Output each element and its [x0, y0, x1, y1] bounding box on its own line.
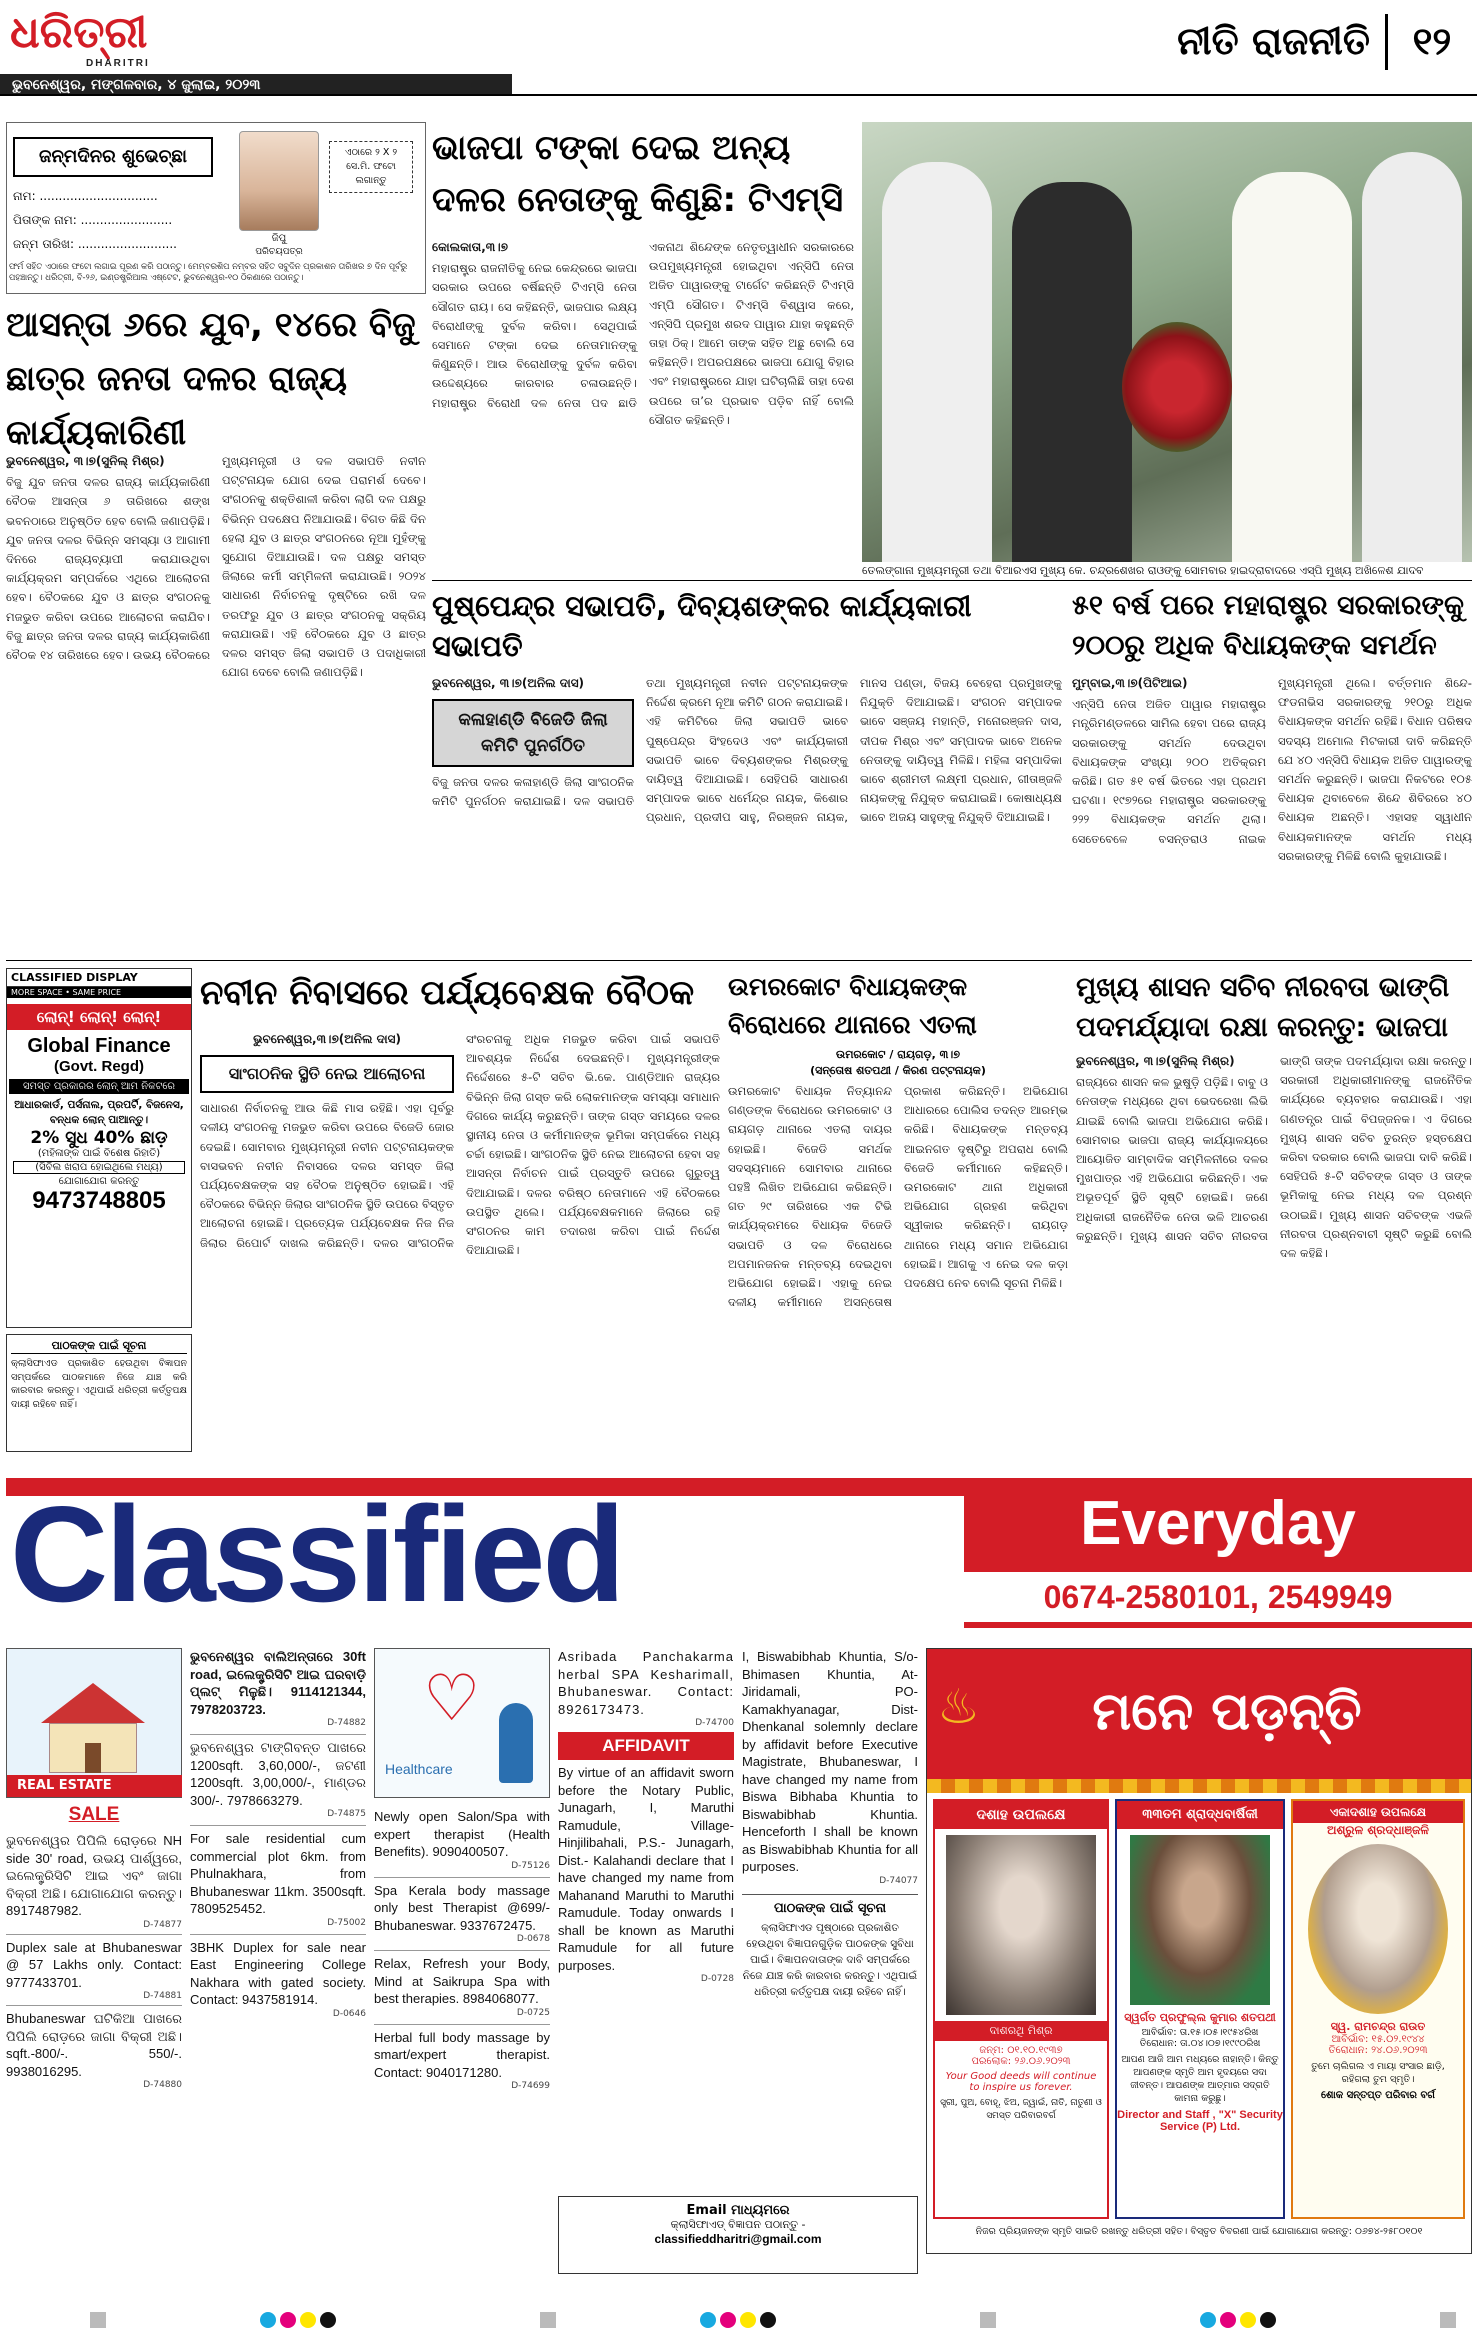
ad-c2-4: 3BHK Duplex for sale near East Engineering College Nakhara with gated society. Contact: 9437581914. [190, 1934, 366, 2009]
reg-mark-gray [90, 2312, 106, 2328]
reg-mark-gray-3 [980, 2312, 996, 2328]
loan-line-3: (ମହିଳାଙ୍କ ପାଇଁ ବିଶେଷ ରିହାତି) [37, 1148, 161, 1159]
healthcare-label: Healthcare [385, 1761, 453, 1777]
email-sub: କ୍ଲାସିଫାଏଡ୍ ବିଜ୍ଞାପନ ପଠାନ୍ତୁ - [670, 2218, 806, 2231]
memorial-title: ମନେ ପଡ଼ନ୍ତି [1092, 1682, 1362, 1742]
section-divider [1385, 14, 1388, 70]
naveen-body [200, 1030, 720, 1448]
bjp-headline: ମୁଖ୍ୟ ଶାସନ ସଚିବ ନୀରବତା ଭାଙ୍ଗି ପଦମର୍ଯ୍ୟାଦା ରକ୍ଷା କରନ୍ତୁ: ଭାଜପା [1076, 972, 1450, 1043]
memorial-footer: ନିଜର ପ୍ରିୟଜନଙ୍କ ସ୍ମୃତି ସାଇତି ରଖନ୍ତୁ ଧରିତ୍ରୀ ସହିତ। ବିସ୍ତୃତ ବିବରଣୀ ପାଇଁ ଯୋଗାଯୋଗ କରନ୍ତୁ: ୦୬୭୪-୨୫୮୦୧୦୧ [975, 2226, 1423, 2237]
ads-col-5 [742, 1648, 918, 2288]
news-photo [862, 122, 1472, 562]
card-1-dates: ଜନ୍ମ: ୦୧.୧୦.୧୯୩୭ ପରଲୋକ: ୨୬.୦୬.୨୦୨୩ [971, 2045, 1071, 2067]
maharashtra-byline: ମୁମ୍ବାଇ,୩।୭(ପିଟିଆଇ) [1072, 676, 1188, 690]
card-2-text: ଆପଣ ଆଜି ଆମ ମଧ୍ୟରେ ନାହାନ୍ତି। କିନ୍ତୁ ଆପଣଙ୍କ ସ୍ମୃତି ଆମ ହୃଦୟରେ ସଦା ଜୀବନ୍ତ। ଆପଣଙ୍କ ଆତ୍ମାର ସଦ୍ଗତି କାମନା କରୁଛୁ। [1121, 2054, 1279, 2104]
loan-line-2: ଆଧାରକାର୍ଡ, ପର୍ସନାଲ, ପ୍ରପର୍ଟି, ବିଜନେସ, ବନ୍ଧକ ଲୋନ୍ ପାଆନ୍ତୁ। [14, 1099, 184, 1126]
photo-figure-2 [1012, 182, 1132, 562]
everyday-panel [964, 1478, 1472, 1628]
logo-subtext: DHARITRI [86, 58, 150, 69]
photo-figure-1 [882, 162, 992, 562]
ad-c1-1-code: D-74877 [143, 1919, 182, 1930]
ad-c3-4-code: D-74699 [511, 2081, 550, 2091]
maharashtra-story [1072, 586, 1472, 956]
loan-rate: 2% ସୁଧ 40% ଛାଡ଼ [30, 1128, 168, 1148]
card-3-sub: ଅଶ୍ରୁଳ ଶ୍ରଦ୍ଧାଞ୍ଜଳି [1327, 1823, 1429, 1837]
loan-phone: 9473748805 [32, 1187, 166, 1214]
memorial-card-1 [933, 1799, 1109, 2219]
ads-col-4 [558, 1648, 734, 2288]
reg-mark-black-3 [1260, 2312, 1276, 2328]
birthday-field-2: ପିତାଙ୍କ ନାମ: ........................ [13, 213, 173, 227]
umerkote-body-text: ଉମରକୋଟ ବିଧାୟକ ନିତ୍ୟାନନ୍ଦ ଗଣ୍ଡଙ୍କ ବିରୋଧରେ ଉମରକୋଟ ଓ ରାୟଗଡ଼ ଥାନାରେ ଏତଲା ଦାୟର ହୋଇଛି। ବିଜେଡି ସମର୍ଥକ ସଦସ୍ୟମାନେ ସୋମବାର ଥାନାରେ ପହଞ୍ଚି ଲିଖିତ ଅଭିଯୋଗ କରିଛନ୍ତି। ଗତ ୨୯ ତାରିଖରେ ଏକ ଟିଭି କାର୍ଯ୍ୟକ୍ରମରେ ବିଧାୟକ ବିଜେଡି ସଭାପତି ଓ ଦଳ ବିରୋଧରେ ଅପମାନଜନକ ମନ୍ତବ୍ୟ ଦେଇଥିବା ଅଭିଯୋଗ ହୋଇଛି। ଏହାକୁ ନେଇ ଦଳୀୟ କର୍ମୀମାନେ ଅସନ୍ତୋଷ ପ୍ରକାଶ କରିଛନ୍ତି। ଅଭିଯୋଗ ଆଧାରରେ ପୋଲିସ ତଦନ୍ତ ଆରମ୍ଭ କରିଛି। ବିଧାୟକଙ୍କ ମନ୍ତବ୍ୟ ଆଇନଗତ ଦୃଷ୍ଟିରୁ ଅପରାଧ ବୋଲି ବିଜେଡି କର୍ମୀମାନେ କହିଛନ୍ତି। ଉମରକୋଟ ଥାନା ଅଧିକାରୀ ଅଭିଯୋଗ ଗ୍ରହଣ କରିଥିବା ସ୍ୱୀକାର କରିଛନ୍ତି। ରାୟଗଡ଼ ଥାନାରେ ମଧ୍ୟ ସମାନ ଅଭିଯୋଗ ହୋଇଛି। ଆଗକୁ ଏ ନେଇ ଦଳ କଡ଼ା ପଦକ୍ଷେପ ନେବ ବୋଲି ସୂଚନା ମିଳିଛି। [728, 1084, 1068, 1310]
house-roof-icon [41, 1683, 145, 1723]
maharashtra-body [1072, 674, 1472, 954]
bjp-body [1076, 1052, 1472, 1448]
ad-c3-1-code: D-75126 [511, 1860, 550, 1871]
masthead-rule [0, 94, 1477, 96]
card-2-sign: Director and Staff , "X" Security Service (P) Ltd. [1117, 2109, 1283, 2133]
ad-c3-2-code: D-0678 [516, 1934, 550, 1944]
ad-c2-3-code: D-75002 [327, 1917, 366, 1928]
card-1-quote: Your Good deeds will continue to inspire us forever. [945, 2071, 1097, 2093]
photo-bouquet [1122, 322, 1232, 452]
birthday-note: ଫର୍ମ ସହିତ ଏଠାରେ ଫଟୋ ଲଗାଇ ପୂରଣ କରି ପଠାନ୍ତୁ। ମେମ୍ବରଶିପ ନମ୍ବର ସହିତ ସବୁଦିନ ପ୍ରକାଶନ ତାରିଖର ୭ ଦିନ ପୂର୍ବରୁ ପହଞ୍ଚାନ୍ତୁ। ଧରିତ୍ରୀ, ବି-୨୬, ଇଣ୍ଡଷ୍ଟ୍ରିଆଲ ଏଷ୍ଟେଟ, ଭୁବନେଶ୍ୱର-୧୦ ଠିକଣାରେ ପଠାନ୍ତୁ। [9, 261, 408, 282]
kalahandi-box: କଳାହାଣ୍ଡି ବିଜେଡି ଜିଲା କମିଟି ପୁନର୍ଗଠିତ [432, 699, 634, 767]
reg-mark-yellow-3 [1240, 2312, 1256, 2328]
card-3-name: ସ୍ୱ. ରାମଚନ୍ଦ୍ର ରାଉତ [1330, 2020, 1426, 2033]
bjd-byline: ଭୁବନେଶ୍ୱର, ୩।୭(ସୁନିଲ୍ ମିଶ୍ର) [6, 454, 165, 468]
ad-c4-1: Asribada Panchakarma herbal SPA Kesharimall, Bhubaneswar. Contact: 8926173473. [558, 1649, 734, 1717]
affidavit-2: I, Biswabibhab Khuntia, S/o- Bhimasen Khuntia, At- Jiridamali, PO- Kamakhyanagar, Dist- Dhenkanal solemnly declare by affidavit before Executive Magistrate, Bhubaneswar, I have changed my name from Biswa Bibhaba Khuntia to Biswabibhab Khuntia. Henceforth I shall be known as Biswabibhab Khuntia for all purposes. [742, 1649, 918, 1874]
ad-c2-2-code: D-74875 [327, 1809, 366, 1819]
card-1-family: ସ୍ତ୍ରୀ, ପୁଅ, ବୋହୂ, ଝିଅ, ଜ୍ୱାଇଁ, ନାତି, ନାତୁଣୀ ଓ ସମସ୍ତ ପରିବାରବର୍ଗ [940, 2098, 1102, 2121]
ads-notice-title: ପାଠକଙ୍କ ପାଇଁ ସୂଚନା [773, 1900, 887, 1916]
loan-line-1: ସମସ୍ତ ପ୍ରକାରର ଲୋନ୍ ଆମ ନିକଟରେ [9, 1079, 189, 1094]
logo [10, 6, 200, 76]
ad-c2-4-code: D-0646 [332, 2008, 366, 2019]
lamp-icon: ♨ [937, 1679, 981, 1735]
ad-c4-1-code: D-74700 [695, 1718, 734, 1728]
email-label: Email ମାଧ୍ୟମରେ [686, 2203, 790, 2218]
ad-c3-4: Herbal full body massage by smart/expert therapist. Contact: 9040171280. [374, 2024, 550, 2082]
card-2-dates: ଆବିର୍ଭାବ: ତା.୧୫।୦୫।୧୯୫୪ରିଖ ତିରୋଧାନ: ତା.୦୪।୦୭।୧୯୯୦ରିଖ [1139, 2027, 1261, 2049]
kalahandi-body-text: ବିଜୁ ଜନତା ଦଳର କଳାହାଣ୍ଡି ଜିଲା ସାଂଗଠନିକ କମିଟି ପୁନର୍ଗଠନ କରାଯାଇଛି। ଦଳ ସଭାପତି ତଥା ମୁଖ୍ୟମନ୍ତ୍ରୀ ନବୀନ ପଟ୍ଟନାୟକଙ୍କ ନିର୍ଦ୍ଦେଶ କ୍ରମେ ନୂଆ କମିଟି ଗଠନ କରାଯାଇଛି। ଏହି କମିଟିରେ ଜିଲା ସଭାପତି ଭାବେ ପୁଷ୍ପେନ୍ଦ୍ର ସିଂହଦେଓ ଏବଂ କାର୍ଯ୍ୟକାରୀ ସଭାପତି ଭାବେ ଦିବ୍ୟଶଙ୍କର ମିଶ୍ରଙ୍କୁ ଦାୟିତ୍ୱ ଦିଆଯାଇଛି। ସେହିପରି ସାଧାରଣ ସମ୍ପାଦକ ଭାବେ ଧର୍ମେନ୍ଦ୍ର ନାୟକ, କିଶୋର ପ୍ରଧାନ, ପ୍ରଦୀପ ସାହୁ, ନିରଞ୍ଜନ ନାୟକ, ମାନସ ପଣ୍ଡା, ବିଜୟ ବେହେରା ପ୍ରମୁଖଙ୍କୁ ନିଯୁକ୍ତି ଦିଆଯାଇଛି। ସଂଗଠନ ସମ୍ପାଦକ ଭାବେ ସଞ୍ଜୟ ମହାନ୍ତି, ମନୋରଞ୍ଜନ ଦାସ, ଦୀପକ ମିଶ୍ର ଏବଂ ସମ୍ପାଦକ ଭାବେ ଅନେକ ନେତାଙ୍କୁ ଦାୟିତ୍ୱ ମିଳିଛି। ମହିଳା ସମ୍ପାଦିକା ଭାବେ ଶ୍ରୀମତୀ ଲକ୍ଷ୍ମୀ ପ୍ରଧାନ, ଗୀତାଞ୍ଜଳି ନାୟକଙ୍କୁ ନିଯୁକ୍ତ କରାଯାଇଛି। କୋଷାଧ୍ୟକ୍ଷ ଭାବେ ଅଜୟ ସାହୁଙ୍କୁ ନିଯୁକ୍ତି ଦିଆଯାଇଛି। [432, 676, 1062, 825]
maharashtra-body-text: ଏନ୍ସିପି ନେତା ଅଜିତ ପାୱାର ମହାରାଷ୍ଟ୍ର ମନ୍ତ୍ରିମଣ୍ଡଳରେ ସାମିଲ ହେବା ପରେ ରାଜ୍ୟ ସରକାରଙ୍କୁ ସମର୍ଥନ ଦେଉଥିବା ବିଧାୟକଙ୍କ ସଂଖ୍ୟା ୨୦୦ ଅତିକ୍ରମ କରିଛି। ଗତ ୫୧ ବର୍ଷ ଭିତରେ ଏହା ପ୍ରଥମ ଘଟଣା। ୧୯୭୨ରେ ମହାରାଷ୍ଟ୍ର ସରକାରଙ୍କୁ ୨୨୨ ବିଧାୟକଙ୍କ ସମର୍ଥନ ଥିଲା। ସେତେବେଳେ ବସନ୍ତରାଓ ନାଇକ ମୁଖ୍ୟମନ୍ତ୍ରୀ ଥିଲେ। ବର୍ତ୍ତମାନ ଶିନ୍ଦେ-ଫଡନାଭିସ ସରକାରଙ୍କୁ ୨୧୦ରୁ ଅଧିକ ବିଧାୟକଙ୍କ ସମର୍ଥନ ରହିଛି। ବିଧାନ ପରିଷଦ ସଦସ୍ୟ ଅମୋଲ ମିଟକାରୀ ଦାବି କରିଛନ୍ତି ଯେ ୪୦ ଏନ୍ସିପି ବିଧାୟକ ଅଜିତ ପାୱାରଙ୍କୁ ସମର୍ଥନ କରୁଛନ୍ତି। ଭାଜପା ନିକଟରେ ୧୦୫ ବିଧାୟକ ଥିବାବେଳେ ଶିନ୍ଦେ ଶିବିରରେ ୪୦ ବିଧାୟକ ଅଛନ୍ତି। ଏହାସହ ସ୍ୱାଧୀନ ବିଧାୟକମାନଙ୍କ ସମର୍ଥନ ମଧ୍ୟ ସରକାରଙ୍କୁ ମିଳିଛି ବୋଲି କୁହାଯାଉଛି। [1072, 676, 1472, 863]
naveen-story [200, 968, 720, 1454]
rule-h2 [6, 960, 1472, 961]
firm-sub: (Govt. Regd) [54, 1058, 144, 1075]
masthead [0, 0, 1477, 96]
ads-col-3 [374, 1648, 550, 2288]
affidavit-2-code: D-74077 [879, 1875, 918, 1886]
reg-mark-yellow-2 [740, 2312, 756, 2328]
dateline-bar [0, 74, 512, 96]
reg-mark-cyan [260, 2312, 276, 2328]
kalahandi-story [432, 586, 1062, 956]
classified-word: Classified [10, 1484, 623, 1624]
reg-mark-gray-2 [540, 2312, 556, 2328]
affidavit-1-code: D-0728 [700, 1974, 734, 1984]
ads-notice [742, 1894, 918, 2000]
umerkote-headline: ଉମରକୋଟ ବିଧାୟକଙ୍କ ବିରୋଧରେ ଥାନାରେ ଏତଲା [728, 972, 977, 1039]
ad-c1-2-code: D-74881 [143, 1991, 182, 2001]
naveen-box: ସାଂଗଠନିକ ସ୍ଥିତି ନେଇ ଆଲୋଚନା [200, 1055, 454, 1093]
memorial-banner [927, 1649, 1471, 1779]
firm-name: Global Finance [27, 1035, 171, 1057]
bjp-story [1076, 968, 1472, 1454]
ads-col-2 [190, 1648, 366, 2288]
doctor-icon [499, 1703, 533, 1783]
card-2-title: ୩୩ତମ ଶ୍ରାଦ୍ଧବାର୍ଷିକୀ [1117, 1801, 1283, 1829]
ad-c2-2: ଭୁବନେଶ୍ୱର ଟାଙ୍ଗିବନ୍ତ ପାଖରେ 1200sqft. 3,60,000/-, ଜଟଣୀ 1200sqft. 3,00,000/-, ମାଣ୍ଡର 300/-. 7978663279. [190, 1734, 366, 1809]
tmc-headline: ଭାଜପା ଟଙ୍କା ଦେଇ ଅନ୍ୟ ଦଳର ନେତାଙ୍କୁ କିଣୁଛି: ଟିଏମ୍ସି [432, 128, 844, 220]
card-2-photo [1130, 1835, 1270, 2005]
left-notice [6, 1334, 192, 1452]
umerkote-story [728, 968, 1068, 1454]
email-address[interactable]: classifieddharitri@gmail.com [654, 2232, 822, 2246]
loan-ad [6, 968, 192, 1328]
umerkote-sub-byline: (ସନ୍ତୋଷ ଶତପଥୀ / କିରଣ ପଟ୍ଟନାୟକ) [810, 1064, 986, 1077]
classified-phones: 0674-2580101, 2549949 [964, 1572, 1472, 1622]
healthcare-art [374, 1648, 550, 1798]
reg-mark-yellow [300, 2312, 316, 2328]
real-estate-label: REAL ESTATE [7, 1775, 182, 1797]
tmc-body [432, 238, 854, 574]
bjd-body [6, 452, 426, 952]
umerkote-byline: ଉମରକୋଟ / ରାୟଗଡ଼, ୩।୭ [836, 1048, 960, 1061]
ad-c2-1: ଭୁବନେଶ୍ୱର ବାଲିଅନ୍ତାରେ 30ft road, ଇଲେକ୍ଟ୍ରିସିଟି ଆଇ ଘରବାଡ଼ି ପ୍ଲଟ୍ ମିଳୁଛି। 9114121344, 7978203723. [190, 1649, 366, 1717]
contact-label: ଯୋଗାଯୋଗ କରନ୍ତୁ [58, 1176, 140, 1187]
ad-c1-1: ଭୁବନେଶ୍ୱର ପିପିଲି ରୋଡ଼ରେ NH side 30' road, ଉଭୟ ପାର୍ଶ୍ୱରେ, ଇଲେକ୍ଟ୍ରିସିଟି ଆଇ ଏବଂ ଜାଗା ବିକ୍ରୀ ଅଛି। ଯୋଗାଯୋଗ କରନ୍ତୁ। 8917487982. [6, 1833, 182, 1918]
ad-c2-1-code: D-74882 [327, 1718, 366, 1728]
child-photo [239, 131, 319, 231]
affidavit-1: By virtue of an affidavit sworn before the Notary Public, Junagarh, I, Maruthi Ramudule, Village- Hinjilibahali, P.S.- Junagarh, Dist.- Kalahandi declare that I have changed my name from Mahanand Maruthi to Maruthi Ramudule. Today onwards I shall be known as Maruthi Ramudule for all future purposes. [558, 1765, 734, 1973]
reg-mark-magenta-2 [720, 2312, 736, 2328]
memorial-section [926, 1648, 1472, 2254]
tmc-story [432, 122, 854, 574]
card-3-photo [1308, 1844, 1448, 2014]
naveen-headline: ନବୀନ ନିବାସରେ ପର୍ଯ୍ୟବେକ୍ଷକ ବୈଠକ [200, 973, 695, 1013]
left-notice-title: ପାଠକଙ୍କ ପାଇଁ ସୂଚନା [11, 1339, 187, 1354]
child-sub: ପରିଚୟପତ୍ର [255, 247, 303, 257]
bjd-headline: ଆସନ୍ତା ୬ରେ ଯୁବ, ୧୪ରେ ବିଜୁ ଛାତ୍ର ଜନତା ଦଳର ରାଜ୍ୟ କାର୍ଯ୍ୟକାରିଣୀ [6, 305, 416, 453]
classified-display-header: CLASSIFIED DISPLAY [7, 969, 191, 987]
heart-icon: ♡ [423, 1662, 481, 1736]
card-3-text: ତୁମେ ଚାଲିଗଲ ଏ ମାୟା ସଂସାର ଛାଡ଼ି, ରହିଗଲା ତୁମ ସ୍ମୃତି। [1311, 2061, 1445, 2085]
rule-h1 [432, 580, 1472, 581]
bjd-body-text: ବିଜୁ ଯୁବ ଜନତା ଦଳର ରାଜ୍ୟ କାର୍ଯ୍ୟକାରିଣୀ ବୈଠକ ଆସନ୍ତା ୬ ତାରିଖରେ ଶଙ୍ଖ ଭବନଠାରେ ଅନୁଷ୍ଠିତ ହେବ ବୋଲି ଜଣାପଡ଼ିଛି। ଯୁବ ଜନତା ଦଳର ବିଭିନ୍ନ ସମସ୍ୟା ଓ ଆଗାମୀ ଦିନରେ ରାଜ୍ୟବ୍ୟାପୀ କରାଯାଉଥିବା କାର୍ଯ୍ୟକ୍ରମ ସମ୍ପର୍କରେ ଏଥିରେ ଆଲୋଚନା ହେବ। ବୈଠକରେ ଯୁବ ଓ ଛାତ୍ର ସଂଗଠନକୁ ମଜଭୁତ କରିବା ଉପରେ ଆଲୋଚନା କରାଯିବ। ବିଜୁ ଛାତ୍ର ଜନତା ଦଳର ରାଜ୍ୟ କାର୍ଯ୍ୟକାରିଣୀ ବୈଠକ ୧୪ ତାରିଖରେ ହେବ। ଉଭୟ ବୈଠକରେ ମୁଖ୍ୟମନ୍ତ୍ରୀ ଓ ଦଳ ସଭାପତି ନବୀନ ପଟ୍ଟନାୟକ ଯୋଗ ଦେଇ ପରାମର୍ଶ ଦେବେ। ସଂଗଠନକୁ ଶକ୍ତିଶାଳୀ କରିବା ଲାଗି ଦଳ ପକ୍ଷରୁ ବିଭିନ୍ନ ପଦକ୍ଷେପ ନିଆଯାଉଛି। ବିଗତ କିଛି ଦିନ ହେଲା ଯୁବ ଓ ଛାତ୍ର ସଂଗଠନରେ ନୂଆ ମୁହଁଙ୍କୁ ସୁଯୋଗ ଦିଆଯାଉଛି। ଦଳ ପକ୍ଷରୁ ସମସ୍ତ ଜିଲାରେ କର୍ମୀ ସମ୍ମିଳନୀ କରାଯାଉଛି। ୨୦୨୪ ସାଧାରଣ ନିର୍ବାଚନକୁ ଦୃଷ୍ଟିରେ ରଖି ଦଳ ତରଫରୁ ଯୁବ ଓ ଛାତ୍ର ସଂଗଠନକୁ ସକ୍ରିୟ କରାଯାଉଛି। ଏହି ବୈଠକରେ ଯୁବ ଓ ଛାତ୍ର ଦଳର ସମସ୍ତ ଜିଲା ସଭାପତି ଓ ପଦାଧିକାରୀ ଯୋଗ ଦେବେ ବୋଲି ଜଣାପଡ଼ିଛି। [6, 454, 426, 680]
card-3-family: ଶୋକ ସନ୍ତପ୍ତ ପରିବାର ବର୍ଗ [1321, 2090, 1435, 2101]
reg-mark-magenta-3 [1220, 2312, 1236, 2328]
child-name: ଜିପୁ [271, 233, 287, 244]
loan-strip: ଲୋନ୍! ଲୋନ୍! ଲୋନ୍! [7, 1004, 191, 1030]
everyday-word: Everyday [1080, 1489, 1356, 1558]
email-box [558, 2196, 918, 2274]
page-number: ୧୨ [1412, 19, 1452, 63]
left-notice-text: କ୍ଲାସିଫାଏଡ ପ୍ରକାଶିତ ହେଉଥିବା ବିଜ୍ଞାପନ ସମ୍ପର୍କରେ ପାଠକମାନେ ନିଜେ ଯାଞ୍ଚ କରି କାରବାର କରନ୍ତୁ। ଏଥିପାଇଁ ଧରିତ୍ରୀ କର୍ତ୍ତୃପକ୍ଷ ଦାୟୀ ରହିବେ ନାହିଁ। [11, 1358, 187, 1410]
naveen-byline: ଭୁବନେଶ୍ୱର,୩।୭(ଅନିଲ ଦାସ) [253, 1032, 401, 1046]
kalahandi-body [432, 674, 1062, 954]
photo-size-note: ଏଠାରେ ୨ X ୨ ସେ.ମି. ଫଟୋ ଲଗାନ୍ତୁ [329, 141, 413, 193]
umerkote-body [728, 1082, 1068, 1442]
birthday-field-1: ନାମ: ............................... [13, 189, 158, 203]
birthday-form [6, 122, 426, 294]
door-icon [85, 1743, 101, 1773]
dateline: ଭୁବନେଶ୍ୱର, ମଙ୍ଗଳବାର, ୪ ଜୁଲାଇ, ୨୦୨୩ [12, 77, 261, 93]
reg-mark-magenta [280, 2312, 296, 2328]
real-estate-art [6, 1648, 182, 1798]
card-1-title: ଦଶାହ ଉପଲକ୍ଷେ [935, 1801, 1107, 1829]
card-1-photo [946, 1835, 1096, 2015]
marigold-strip [927, 1779, 1471, 1793]
reg-mark-black [320, 2312, 336, 2328]
birthday-title: ଜନ୍ମଦିନର ଶୁଭେଚ୍ଛା [13, 137, 213, 177]
kalahandi-byline: ଭୁବନେଶ୍ୱର, ୩।୭(ଅନିଲ ଦାସ) [432, 676, 585, 690]
tmc-byline: କୋଲକାତା,୩।୭ [432, 240, 508, 254]
ad-c1-3-code: D-74880 [143, 2080, 182, 2090]
ads-notice-text: କ୍ଲାସିଫାଏଡ ପୃଷ୍ଠାରେ ପ୍ରକାଶିତ ହେଉଥିବା ବିଜ୍ଞାପନଗୁଡ଼ିକ ପାଠକଙ୍କ ସୁବିଧା ପାଇଁ। ବିଜ୍ଞାପନଦାତାଙ୍କ ଦାବି ସମ୍ପର୍କରେ ନିଜେ ଯାଞ୍ଚ କରି କାରବାର କରନ୍ତୁ। ଏଥିପାଇଁ ଧରିତ୍ରୀ କର୍ତ୍ତୃପକ୍ଷ ଦାୟୀ ରହିବେ ନାହିଁ। [742, 1921, 918, 1998]
tmc-body-text: ମହାରାଷ୍ଟ୍ର ରାଜନୀତିକୁ ନେଇ କେନ୍ଦ୍ରରେ ଭାଜପା ସରକାର ଉପରେ ବର୍ଷିଛନ୍ତି ଟିଏମ୍ସି ନେତା ସୌଗତ ରାୟ। ସେ କହିଛନ୍ତି, ଭାଜପାର ଲକ୍ଷ୍ୟ ବିରୋଧୀଙ୍କୁ ଦୁର୍ବଳ କରିବା। ସେଥିପାଇଁ ସେମାନେ ଟଙ୍କା ଦେଇ ନେତାମାନଙ୍କୁ କିଣୁଛନ୍ତି। ଆଉ ବିରୋଧୀଙ୍କୁ ଦୁର୍ବଳ କରିବା ଉଦ୍ଦେଶ୍ୟରେ କାରବାର ଚଳାଉଛନ୍ତି। ମହାରାଷ୍ଟ୍ର ବିରୋଧୀ ଦଳ ନେତା ପଦ ଛାଡି ଏକନାଥ ଶିନ୍ଦେଙ୍କ ନେତୃତ୍ୱାଧୀନ ସରକାରରେ ଉପମୁଖ୍ୟମନ୍ତ୍ରୀ ହୋଇଥିବା ଏନ୍ସିପି ନେତା ଅଜିତ ପାୱାରଙ୍କୁ ଟାର୍ଗେଟ କରିଛନ୍ତି ଟିଏମ୍ସି ଏମ୍ପି ସୌଗତ। ଟିଏମ୍ସି ବିଶ୍ୱାସ କରେ, ଏନ୍ସିପି ପ୍ରମୁଖ ଶରଦ ପାୱାର ଯାହା କହୁଛନ୍ତି ତାହା ଠିକ୍। ଆମେ ତାଙ୍କ ସହିତ ଅଛୁ ବୋଲି ସେ କହିଛନ୍ତି। ଅପରପକ୍ଷରେ ଭାଜପା ଯୋଗୁ ବିହାର ଏବଂ ମହାରାଷ୍ଟ୍ରରେ ଯାହା ଘଟିଚାଲିଛି ତାହା ଦେଶ ଉପରେ ତା’ର ପ୍ରଭାବ ପଡ଼ିବ ନାହିଁ ବୋଲି ସୌଗତ କହିଛନ୍ତି। [432, 240, 854, 427]
ad-c3-3: Relax, Refresh your Body, Mind at Saikrupa Spa with best therapies. 8984068077. [374, 1950, 550, 2008]
reg-mark-cyan-2 [700, 2312, 716, 2328]
affidavit-label: AFFIDAVIT [558, 1732, 734, 1760]
ads-col-1 [6, 1648, 182, 2288]
loan-line-4: (ସିବିଲ ଖରାପ ହୋଇଥିଲେ ମଧ୍ୟ) [13, 1161, 185, 1174]
bjp-body-text: ରାଜ୍ୟରେ ଶାସନ କଳ ଭୁଷୁଡ଼ି ପଡ଼ିଛି। ବାବୁ ଓ ନେତାଙ୍କ ମଧ୍ୟରେ ଥିବା ଭେଦରେଖା ଲିଭି ଯାଇଛି ବୋଲି ଭାଜପା ଅଭିଯୋଗ କରିଛି। ସୋମବାର ଭାଜପା ରାଜ୍ୟ କାର୍ଯ୍ୟାଳୟରେ ଆୟୋଜିତ ସାମ୍ବାଦିକ ସମ୍ମିଳନୀରେ ଦଳର ମୁଖପାତ୍ର ଏହି ଅଭିଯୋଗ କରିଛନ୍ତି। ଏକ ଅଭୂତପୂର୍ବ ସ୍ଥିତି ସୃଷ୍ଟି ହୋଇଛି। ଜଣେ ଅଧିକାରୀ ରାଜନୈତିକ ନେତା ଭଳି ଆଚରଣ କରୁଛନ୍ତି। ମୁଖ୍ୟ ଶାସନ ସଚିବ ନୀରବତା ଭାଙ୍ଗି ତାଙ୍କ ପଦମର୍ଯ୍ୟାଦା ରକ୍ଷା କରନ୍ତୁ। ସରକାରୀ ଅଧିକାରୀମାନଙ୍କୁ ରାଜନୈତିକ କାର୍ଯ୍ୟରେ ବ୍ୟବହାର କରାଯାଉଛି। ଏହା ଗଣତନ୍ତ୍ର ପାଇଁ ବିପଜ୍ଜନକ। ଏ ଦିଗରେ ମୁଖ୍ୟ ଶାସନ ସଚିବ ତୁରନ୍ତ ହସ୍ତକ୍ଷେପ କରିବା ଦରକାର ବୋଲି ଭାଜପା ଦାବି କରିଛି। ସେହିପରି ୫-ଟି ସଚିବଙ୍କ ଗସ୍ତ ଓ ତାଙ୍କ ଭୂମିକାକୁ ନେଇ ମଧ୍ୟ ଦଳ ପ୍ରଶ୍ନ ଉଠାଇଛି। ମୁଖ୍ୟ ଶାସନ ସଚିବଙ୍କ ଏଭଳି ନୀରବତା ପ୍ରଶ୍ନବାଚୀ ସୃଷ୍ଟି କରୁଛି ବୋଲି ଦଳ କହିଛି। [1076, 1054, 1472, 1261]
reg-mark-cyan-3 [1200, 2312, 1216, 2328]
ad-c2-3: For sale residential cum commercial plot 6km. from Phulnakhara, from Bhubaneswar 11km. 3500sqft. 7809525452. [190, 1825, 366, 1918]
card-3-title: ଏକାଦଶାହ ଉପଲକ୍ଷେ [1293, 1801, 1463, 1823]
ad-c3-3-code: D-0725 [516, 2007, 550, 2018]
logo-text: ଧରିତ୍ରୀ [10, 7, 148, 58]
card-2-name: ସ୍ୱର୍ଗତ ପ୍ରଫୁଲ୍ଲ କୁମାର ଶତପଥୀ [1124, 2011, 1276, 2024]
card-3-dates: ଆବିର୍ଭାବ: ୧୫.୦୨.୧୯୪୪ ତିରୋଧାନ: ୨୪.୦୬.୨୦୨୩ [1328, 2034, 1428, 2056]
rate-label: MORE SPACE • SAME PRICE [7, 987, 191, 998]
reg-mark-black-2 [760, 2312, 776, 2328]
bjp-byline: ଭୁବନେଶ୍ୱର, ୩।୭(ସୁନିଲ୍ ମିଶ୍ର) [1076, 1054, 1235, 1068]
classified-banner [6, 1478, 1472, 1628]
ad-c3-1: Newly open Salon/Spa with expert therapist (Health Benefits). 9090400507. [374, 1809, 550, 1859]
registration-marks [0, 2300, 1477, 2339]
photo-caption: ତେଲଙ୍ଗାନା ମୁଖ୍ୟମନ୍ତ୍ରୀ ତଥା ବିଆରଏସ ମୁଖ୍ୟ କେ. ଚନ୍ଦ୍ରଶେଖର ରାଓଙ୍କୁ ସୋମବାର ହାଇଦ୍ରାବାଦରେ ଏସ୍ପି ମୁଖ୍ୟ ଅଖିଳେଶ ଯାଦବ [862, 562, 1472, 580]
memorial-card-2 [1115, 1799, 1285, 2219]
photo-figure-3 [1232, 172, 1352, 562]
ad-c3-2: Spa Kerala body massage only best Therapist @699/-Bhubaneswar. 9337672475. [374, 1877, 550, 1935]
memorial-card-3 [1291, 1799, 1465, 2219]
reg-mark-gray-4 [1440, 2312, 1456, 2328]
naveen-body-text: ସାଧାରଣ ନିର୍ବାଚନକୁ ଆଉ କିଛି ମାସ ରହିଛି। ଏହା ପୂର୍ବରୁ ଦଳୀୟ ସଂଗଠନକୁ ମଜଭୁତ କରିବା ଉପରେ ବିଜେଡି ଜୋର ଦେଇଛି। ସୋମବାର ମୁଖ୍ୟମନ୍ତ୍ରୀ ନବୀନ ପଟ୍ଟନାୟକଙ୍କ ବାସଭବନ ନବୀନ ନିବାସରେ ଦଳର ସମସ୍ତ ଜିଲା ପର୍ଯ୍ୟବେକ୍ଷକଙ୍କ ସହ ବୈଠକ ଅନୁଷ୍ଠିତ ହୋଇଛି। ଏହି ବୈଠକରେ ବିଭିନ୍ନ ଜିଲାର ସାଂଗଠନିକ ସ୍ଥିତି ଉପରେ ବିସ୍ତୃତ ଆଲୋଚନା ହୋଇଛି। ପ୍ରତ୍ୟେକ ପର୍ଯ୍ୟବେକ୍ଷକ ନିଜ ନିଜ ଜିଲାର ରିପୋର୍ଟ ଦାଖଲ କରିଛନ୍ତି। ଦଳର ସାଂଗଠନିକ ସଂରଚନାକୁ ଅଧିକ ମଜଭୁତ କରିବା ପାଇଁ ସଭାପତି ଆବଶ୍ୟକ ନିର୍ଦ୍ଦେଶ ଦେଇଛନ୍ତି। ମୁଖ୍ୟମନ୍ତ୍ରୀଙ୍କ ନିର୍ଦ୍ଦେଶରେ ୫-ଟି ସଚିବ ଭି.କେ. ପାଣ୍ଡିଆନ ରାଜ୍ୟର ବିଭିନ୍ନ ଜିଲା ଗସ୍ତ କରି ଲୋକମାନଙ୍କ ସମସ୍ୟା ସମାଧାନ ଦିଗରେ କାର୍ଯ୍ୟ କରୁଛନ୍ତି। ତାଙ୍କ ଗସ୍ତ ସମୟରେ ଦଳର ସ୍ଥାନୀୟ ନେତା ଓ କର୍ମୀମାନଙ୍କ ଭୂମିକା ସମ୍ପର୍କରେ ମଧ୍ୟ ଚର୍ଚ୍ଚା ହୋଇଛି। ସାଂଗଠନିକ ସ୍ଥିତି ନେଇ ଆଲୋଚନା ହେବା ସହ ଆସନ୍ତା ନିର୍ବାଚନ ପାଇଁ ପ୍ରସ୍ତୁତି ଉପରେ ଗୁରୁତ୍ୱ ଦିଆଯାଇଛି। ଦଳର ବରିଷ୍ଠ ନେତାମାନେ ଏହି ବୈଠକରେ ଉପସ୍ଥିତ ଥିଲେ। ପର୍ଯ୍ୟବେକ୍ଷକମାନେ ଜିଲାରେ ରହି ସଂଗଠନର କାମ ତଦାରଖ କରିବା ପାଇଁ ନିର୍ଦ୍ଦେଶ ଦିଆଯାଇଛି। [200, 1032, 720, 1258]
kalahandi-headline: ପୁଷ୍ପେନ୍ଦ୍ର ସଭାପତି, ଦିବ୍ୟଶଙ୍କର କାର୍ଯ୍ୟକାରୀ ସଭାପତି [432, 589, 972, 663]
birthday-field-3: ଜନ୍ମ ତାରିଖ: .......................... [13, 237, 177, 251]
photo-figure-4 [1362, 152, 1462, 562]
bjd-story [6, 298, 426, 954]
ad-c1-3: Bhubaneswar ଘଟିକିଆ ପାଖରେ ପିପିଲି ରୋଡ଼ରେ ଜାଗା ବିକ୍ରୀ ଅଛି। sqft.-800/-. 550/-. 9938016295. [6, 2005, 182, 2080]
card-1-name: ଦାଶରଥି ମିଶ୍ର [935, 2021, 1107, 2041]
section-title: ନୀତି ରାଜନୀତି [1177, 19, 1370, 63]
ad-c1-2: Duplex sale at Bhubaneswar @ 57 Lakhs only. Contact: 9777433701. [6, 1934, 182, 1992]
sale-label: SALE [68, 1804, 120, 1825]
maharashtra-headline: ୫୧ ବର୍ଷ ପରେ ମହାରାଷ୍ଟ୍ର ସରକାରଙ୍କୁ ୨୦୦ରୁ ଅଧିକ ବିଧାୟକଙ୍କ ସମର୍ଥନ [1072, 590, 1464, 661]
